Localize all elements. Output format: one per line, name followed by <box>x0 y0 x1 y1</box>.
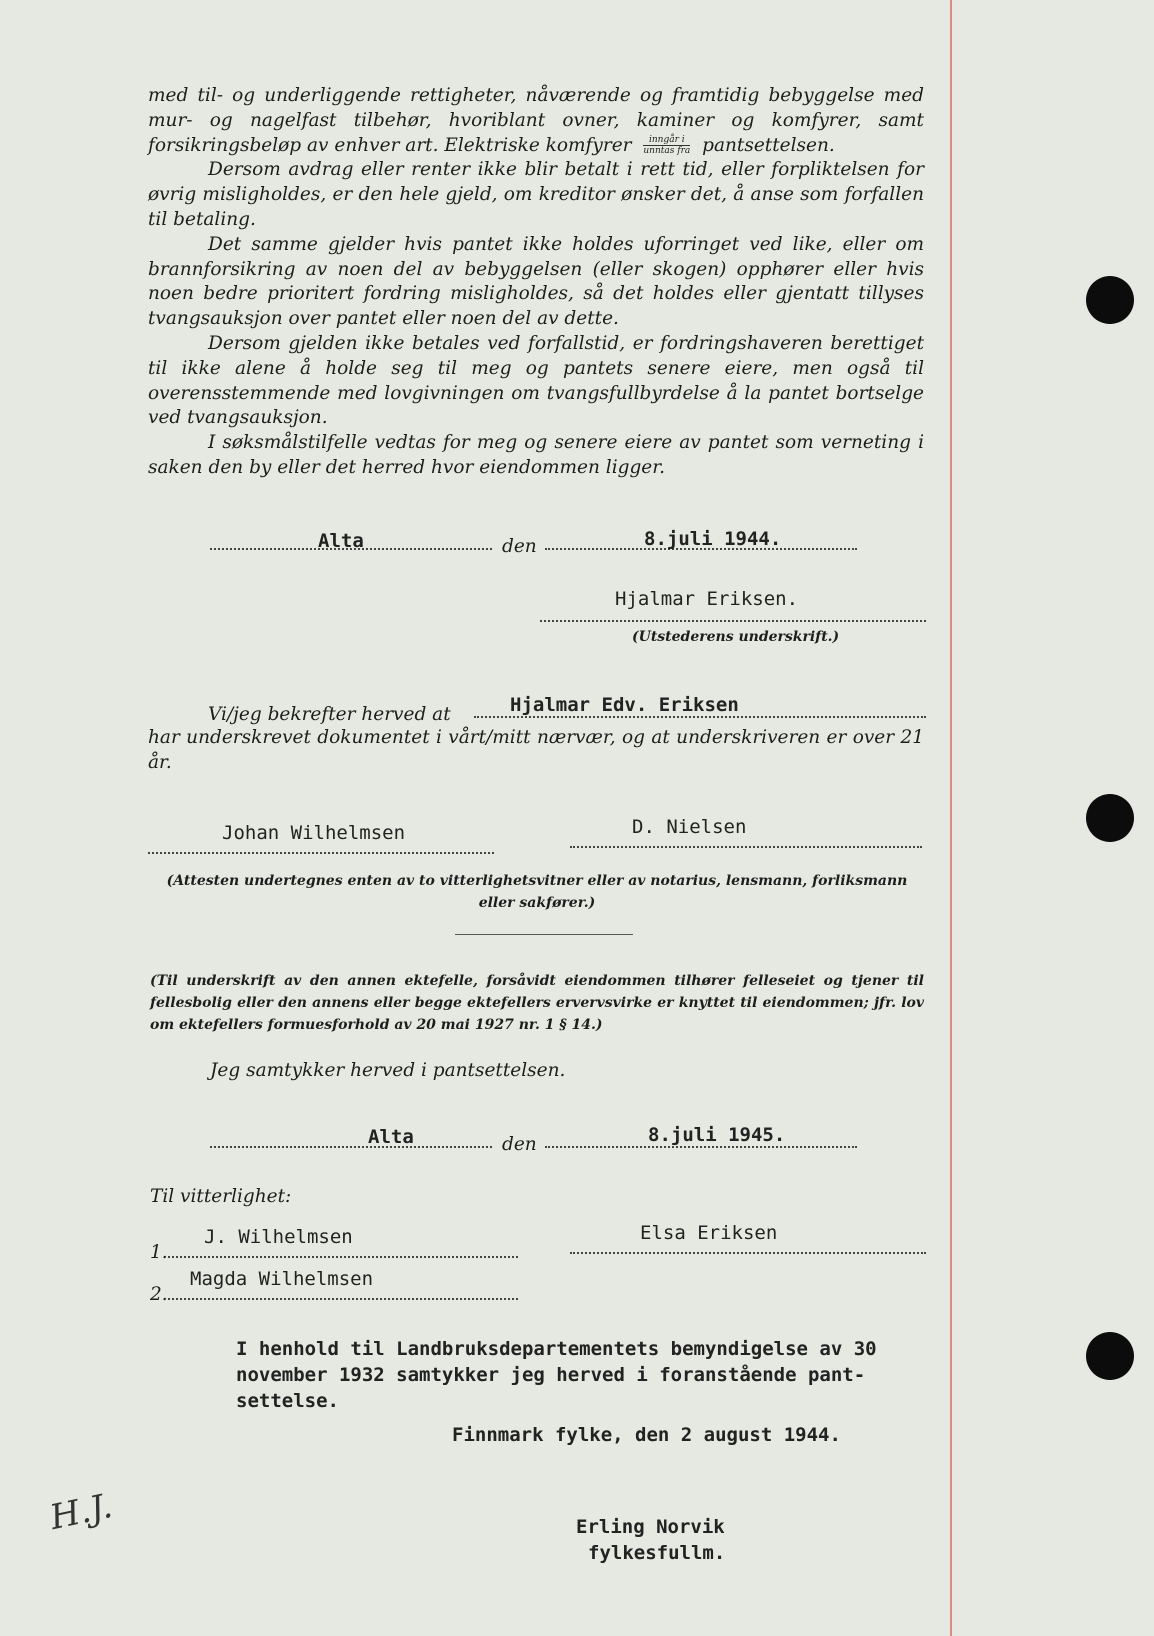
issuer-signature: Hjalmar Eriksen. <box>615 588 799 610</box>
issuer-caption: (Utstederens underskrift.) <box>632 629 840 645</box>
red-margin-line <box>950 0 952 1636</box>
paragraph-maintenance: Det samme gjelder hvis pantet ikke holdes uforringet ved like, eller om brannforsikring av noen del av bebyggelsen (eller skogen) opphører eller hvis noen bedre prioritert fordring misligholdes, så det holdes eller gjentatt tillyses tvangsauksjon over pantet eller noen del av dette. <box>148 233 924 330</box>
place-dotted-line-2 <box>210 1146 492 1148</box>
attestation-text: har underskrevet dokumentet i vårt/mitt nærvær, og at underskriveren er over 21 år. <box>148 727 924 773</box>
witness-line-1 <box>148 852 494 854</box>
witness-heading: Til vitterlighet: <box>150 1186 292 1207</box>
section-divider <box>455 934 633 935</box>
date-1: 8.juli 1944. <box>644 528 782 550</box>
vitness-line-2 <box>168 1298 518 1300</box>
witness-number-1: 1. <box>150 1242 168 1263</box>
attested-name: Hjalmar Edv. Eriksen <box>510 694 739 716</box>
place-2: Alta <box>368 1126 414 1148</box>
punch-hole-middle <box>1086 794 1134 842</box>
vitness-line-1 <box>168 1256 518 1258</box>
attestation-note: (Attesten undertegnes enten av to vitterlighetsvitner eller av notarius, lensmann, forliksmann eller sakfører.) <box>166 873 908 911</box>
punch-hole-bottom <box>1086 1332 1134 1380</box>
paragraph-enforcement: Dersom gjelden ikke betales ved forfallstid, er fordringshaveren berettiget til ikke alene å holde seg til meg og pantets senere eiere, men også til overensstemmende med lovgivningen om tvangsfullbyrdelse å la pantet bortselge ved tvangsauksjon. <box>148 332 924 429</box>
approval-line-1: I henhold til Landbruksdepartementets bemyndigelse av 30 <box>236 1338 877 1360</box>
paragraph-venue: I søksmålstilfelle vedtas for meg og senere eiere av pantet som verneting i saken den by eller det herred hvor eiendommen ligger. <box>148 432 924 478</box>
witness-number-2: 2. <box>150 1284 168 1305</box>
attestation-prefix: Vi/jeg bekrefter herved at <box>208 704 451 725</box>
approval-signer-title: fylkesfullm. <box>588 1542 726 1564</box>
date-dotted-line-2 <box>545 1146 857 1148</box>
approval-date-line: Finnmark fylke, den 2 august 1944. <box>452 1424 841 1446</box>
witness-line-2 <box>570 846 922 848</box>
vitness-2: Magda Wilhelmsen <box>190 1268 374 1290</box>
punch-hole-top <box>1086 276 1134 324</box>
den-label-2: den <box>502 1134 537 1155</box>
attestation-witness-1: Johan Wilhelmsen <box>222 822 406 844</box>
place-1: Alta <box>318 530 364 552</box>
date-2: 8.juli 1945. <box>648 1124 786 1146</box>
margin-initials: H.J. <box>46 1485 116 1539</box>
paragraph-default: Dersom avdrag eller renter ikke blir betalt i rett tid, eller forpliktelsen for øvrig misligholdes, er den hele gjeld, om kreditor ønsker det, å anse som forfallen til betaling. <box>148 159 924 230</box>
approval-line-2: november 1932 samtykker jeg herved i foranstående pant- <box>236 1364 866 1386</box>
conditions-text <box>148 84 924 481</box>
approval-signer: Erling Norvik <box>576 1516 725 1538</box>
vitness-1: J. Wilhelmsen <box>204 1226 353 1248</box>
spouse-signature: Elsa Eriksen <box>640 1222 778 1244</box>
attestation-witness-2: D. Nielsen <box>632 816 747 838</box>
fraction-choice: $\frac{\text{inngår i}}{\text{unntas fra}}$ <box>643 135 691 157</box>
spouse-consent: Jeg samtykker herved i pantsettelsen. <box>210 1060 566 1081</box>
spouse-signature-line <box>570 1252 926 1254</box>
issuer-signature-line <box>540 620 926 622</box>
attestation-name-line <box>474 716 926 718</box>
approval-line-3: settelse. <box>236 1390 339 1412</box>
spouse-note: (Til underskrift av den annen ektefelle, forsåvidt eiendommen tilhører felleseiet og tjener til fellesbolig eller den annens eller begge ektefellers ervervsvirke er knyttet til eiendommen; jfr. lov om ektefellers formuesforhold av 20 mai 1927 nr. 1 § 14.) <box>150 973 924 1033</box>
den-label-1: den <box>502 536 537 557</box>
paragraph-property: med til- og underliggende rettigheter, nåværende og framtidig bebyggelse med mur- og nagelfast tilbehør, hvoriblant ovner, kaminer og komfyrer, samt forsikringsbeløp av enhver art. Elektriske komfyrer $\frac{\text{inngår i}}{\text{unntas fra}}$ pantsettelsen. <box>148 85 924 157</box>
